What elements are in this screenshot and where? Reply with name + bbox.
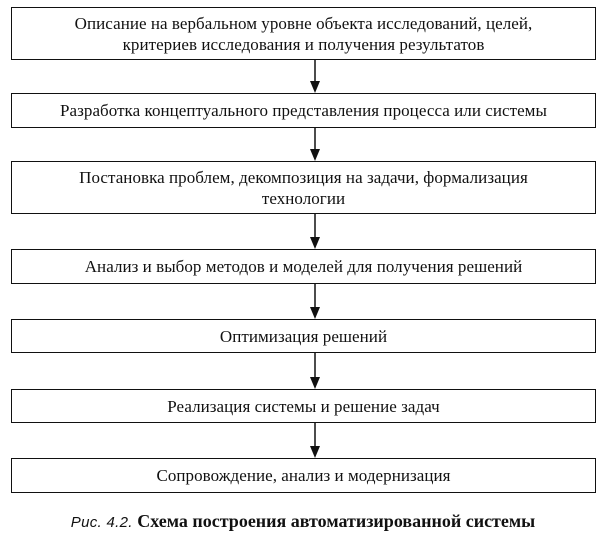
step-5-optimization-box <box>11 319 596 353</box>
arrow-2-to-3 <box>309 128 321 161</box>
step-6-label: Реализация системы и решение задач <box>167 396 440 416</box>
step-7-maintenance-box <box>11 458 596 493</box>
arrow-5-to-6 <box>309 353 321 389</box>
step-7-label: Сопровождение, анализ и модернизация <box>156 466 451 485</box>
step-2-label: Разработка концептуального представления процесса или системы <box>60 101 547 120</box>
arrow-1-to-2 <box>309 60 321 93</box>
step-2-concept-box <box>11 93 596 128</box>
step-3-problem-statement-box <box>11 161 596 214</box>
step-1-description-box <box>11 7 596 60</box>
step-1-label: Описание на вербальном уровне объекта исследований, целей, критериев исследования и получения результатов <box>74 13 533 54</box>
step-4-method-selection-box <box>11 249 596 284</box>
arrow-4-to-5 <box>309 284 321 319</box>
arrow-3-to-4 <box>309 214 321 249</box>
step-3-label: Постановка проблем, декомпозиция на задачи, формализация технологии <box>79 167 528 208</box>
figure-title: Схема построения автоматизированной системы <box>137 511 536 531</box>
figure-number: Рис. 4.2. <box>70 514 133 531</box>
figure-caption <box>0 510 606 534</box>
step-6-implementation-box <box>11 389 596 423</box>
step-4-label: Анализ и выбор методов и моделей для получения решений <box>84 257 523 276</box>
step-5-label: Оптимизация решений <box>219 326 388 346</box>
arrow-6-to-7 <box>309 423 321 458</box>
